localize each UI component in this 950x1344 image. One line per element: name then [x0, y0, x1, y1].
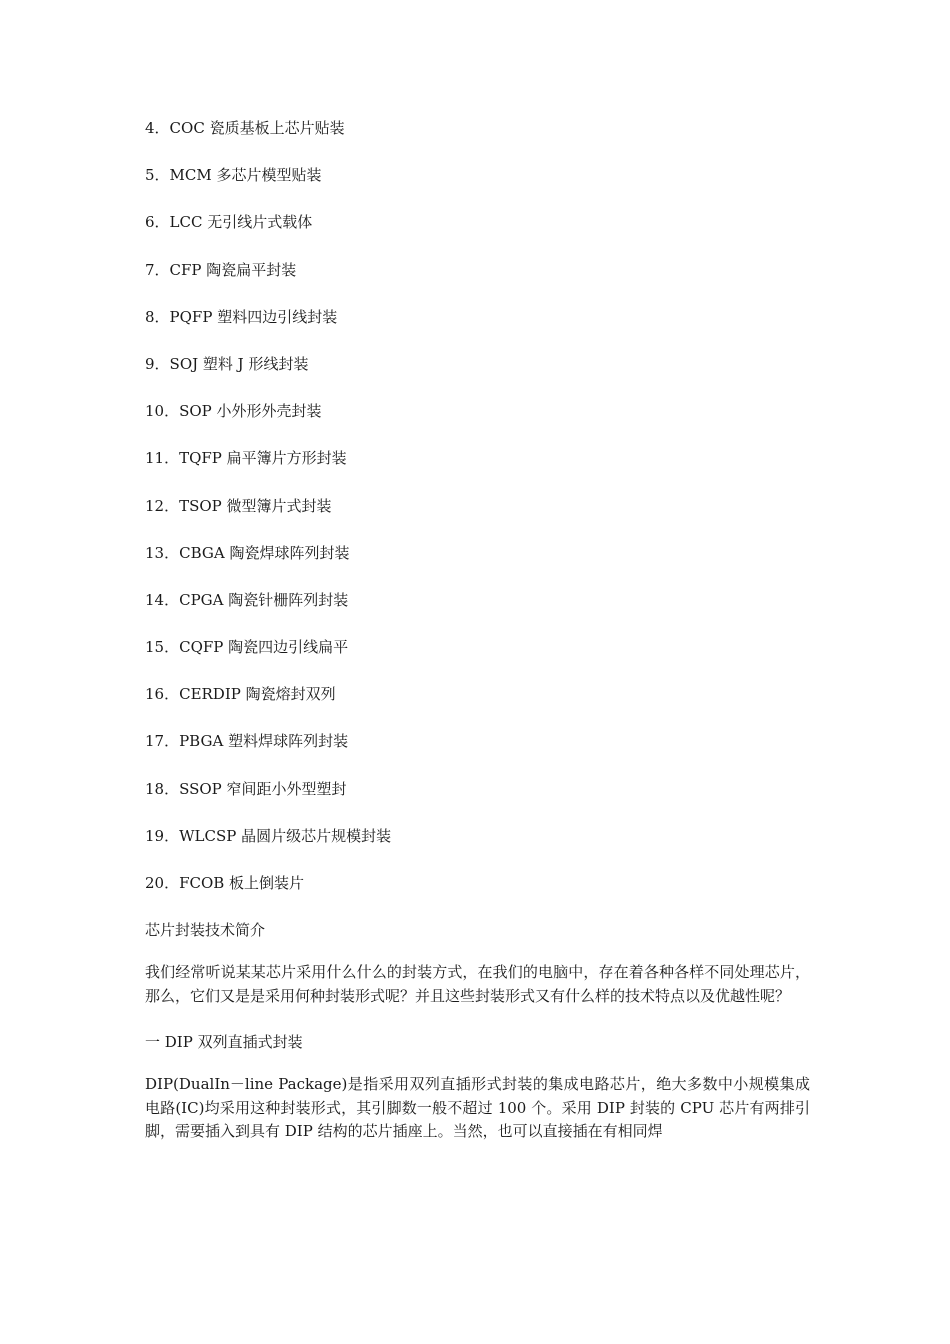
list-item-10: 10．SOP 小外形外壳封装 — [145, 402, 322, 421]
intro-paragraph: 我们经常听说某某芯片采用什么什么的封装方式，在我们的电脑中，存在着各种各样不同处理芯片，那么，它们又是是采用何种封装形式呢？并且这些封装形式又有什么样的技术特点以及优越性呢？ — [145, 963, 810, 1005]
list-item-20: 20．FCOB 板上倒装片 — [145, 874, 305, 892]
list-item-8: 8．PQFP 塑料四边引线封装 — [145, 307, 338, 326]
list-item-6: 6．LCC 无引线片式载体 — [145, 213, 313, 232]
list-item-12: 12．TSOP 微型簿片式封装 — [145, 496, 332, 515]
list-item-19: 19．WLCSP 晶圆片级芯片规模封装 — [145, 826, 392, 845]
list-item-9: 9．SOJ 塑料 J 形线封装 — [145, 354, 309, 373]
section-title: 芯片封装技术简介 — [145, 921, 266, 940]
dip-paragraph: DIP(DualIn－line Package)是指采用双列直插形式封装的集成电路芯片，绝大多数中小规模集成电路(IC)均采用这种封装形式，其引脚数一般不超过 100 个。采用 DIP 封装的 CPU 芯片有两排引脚，需要插入到具有 DIP 结构的芯片插座上。当然，也可以直接插在有相同焊 — [145, 1075, 810, 1141]
dip-heading: 一 DIP 双列直插式封装 — [145, 1033, 303, 1052]
list-item-14: 14．CPGA 陶瓷针栅阵列封装 — [145, 590, 349, 609]
list-item-15: 15．CQFP 陶瓷四边引线扁平 — [145, 638, 349, 657]
list-item-18: 18．SSOP 窄间距小外型塑封 — [145, 779, 347, 798]
list-item-16: 16．CERDIP 陶瓷熔封双列 — [145, 685, 336, 704]
list-item-13: 13．CBGA 陶瓷焊球阵列封装 — [145, 543, 350, 562]
list-item-5: 5．MCM 多芯片模型贴装 — [145, 166, 322, 185]
list-item-7: 7．CFP 陶瓷扁平封装 — [145, 260, 297, 279]
list-item-4: 4．COC 瓷质基板上芯片贴装 — [145, 119, 345, 137]
document-page — [145, 112, 810, 1162]
list-item-11: 11．TQFP 扁平簿片方形封装 — [145, 449, 347, 468]
list-item-17: 17．PBGA 塑料焊球阵列封装 — [145, 732, 349, 751]
